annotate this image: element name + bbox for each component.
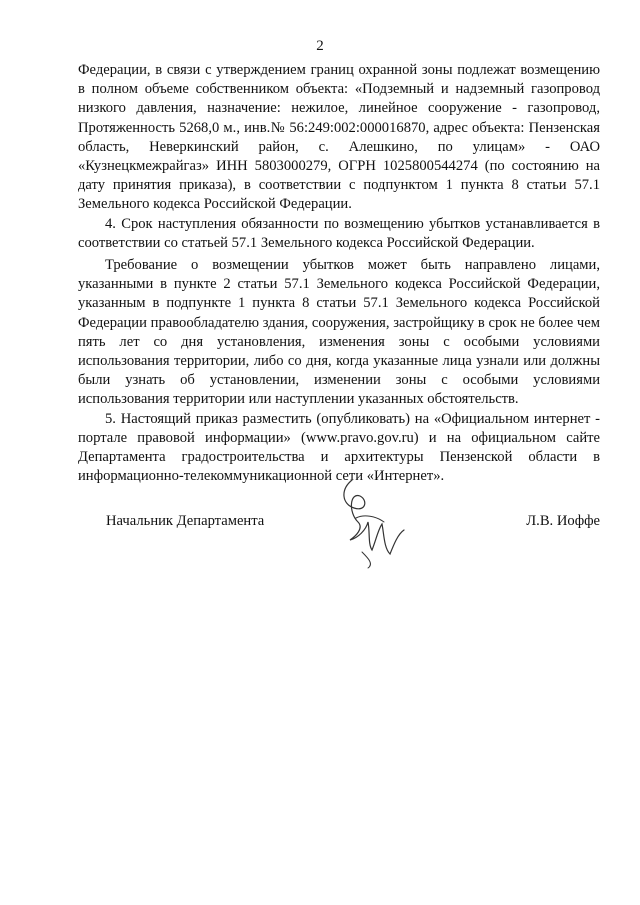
paragraph-item-4: 4. Срок наступления обязанности по возмещению убытков устанавливается в соответствии со статьей 57.1 Земельного кодекса Российской Федерации.: [78, 215, 600, 251]
signature-block: [78, 510, 600, 534]
page-number: 2: [316, 38, 324, 54]
signer-position: Начальник Департамента: [106, 513, 265, 529]
paragraph-claim-requirement: Требование о возмещении убытков может быть направлено лицами, указанными в пункте 2 статьи 57.1 Земельного кодекса Российской Федерации, указанным в подпункте 1 пункта 8 статьи 57.1 Земельного кодекса Российской Федерации правообладателю здания, сооружения, застройщику в срок не более чем пять лет со дня установления, изменения зоны с особыми условиями использования территории, либо со дня, когда указанные лица узнали или должны были узнать об установлении, изменении зоны с особыми условиями использования территории или наступлении указанных обстоятельств.: [78, 257, 600, 408]
signer-name: Л.В. Иоффе: [526, 513, 600, 529]
document-body: [78, 61, 600, 486]
paragraph-item-5: 5. Настоящий приказ разместить (опубликовать) на «Официальном интернет - портале правовой информации» (www.pravo.gov.ru) и на официальном сайте Департамента градостроительства и архитектуры Пензенской области в информационно-телекоммуникационной сети «Интернет».: [78, 410, 600, 485]
paragraph-continuation: Федерации, в связи с утверждением границ охранной зоны подлежат возмещению в полном объеме собственником объекта: «Подземный и надземный газопровод низкого давления, назначение: нежилое, линейное сооружение - газопровод, Протяженность 5268,0 м., инв.№ 56:249:002:000016870, адрес объекта: Пензенская область, Неверкинский район, с. Алешкино, по улицам» - ОАО «Кузнецкмежрайгаз» ИНН 5803000279, ОГРН 1025800544274 (по состоянию на дату принятия приказа), в соответствии с подпунктом 1 пункта 8 статьи 57.1 Земельного кодекса Российской Федерации.: [78, 62, 600, 213]
